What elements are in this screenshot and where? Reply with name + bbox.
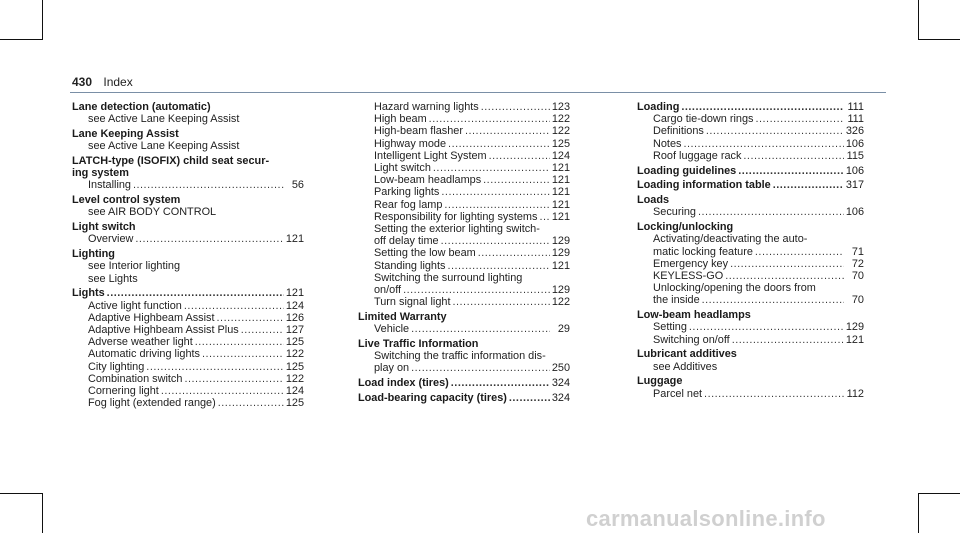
- page-ref[interactable]: 121: [551, 198, 570, 211]
- entry-text: play on: [374, 362, 410, 375]
- entry-text: the inside: [653, 294, 700, 307]
- header-rule: [70, 92, 886, 93]
- index-subentry[interactable]: [72, 361, 304, 373]
- index-subentry[interactable]: [358, 323, 570, 335]
- leader-dots: [411, 323, 550, 335]
- index-heading: [72, 128, 304, 140]
- entry-text: Parcel net: [653, 387, 703, 400]
- entry-text: see Active Lane Keeping Assist: [88, 113, 240, 126]
- entry-text: matic locking feature: [653, 245, 753, 258]
- page-ref[interactable]: 122: [551, 125, 570, 138]
- entry-text: Light switch: [72, 221, 136, 234]
- page-ref[interactable]: 121: [845, 333, 864, 346]
- crop-mark: [42, 0, 43, 40]
- leader-dots: [133, 179, 284, 191]
- index-subentry[interactable]: [358, 138, 570, 150]
- page-ref[interactable]: 324: [551, 377, 570, 390]
- entry-text: Cargo tie-down rings: [653, 113, 754, 126]
- page-ref[interactable]: 123: [551, 101, 570, 113]
- index-heading[interactable]: [637, 101, 864, 113]
- index-heading: [637, 221, 864, 233]
- index-subentry[interactable]: [358, 260, 570, 272]
- page-ref[interactable]: 250: [551, 362, 570, 375]
- index-heading: [637, 194, 864, 206]
- index-entry: [72, 221, 304, 245]
- page-ref[interactable]: 121: [551, 186, 570, 199]
- index-entry: [72, 155, 304, 192]
- entry-text: Securing: [653, 206, 696, 219]
- leader-dots: [107, 287, 284, 299]
- leader-dots: [478, 247, 550, 259]
- page-ref[interactable]: 129: [551, 235, 570, 248]
- index-heading: [72, 101, 304, 113]
- entry-text: Roof luggage rack: [653, 149, 742, 162]
- index-subentry: [637, 361, 864, 373]
- index-subentry[interactable]: [72, 373, 304, 385]
- index-subentry[interactable]: [637, 150, 864, 162]
- page-ref[interactable]: 106: [845, 164, 864, 177]
- index-subentry: [637, 233, 864, 245]
- index-subentry[interactable]: [637, 125, 864, 137]
- entry-text: Switching on/off: [653, 333, 730, 346]
- page-ref[interactable]: 115: [846, 149, 864, 162]
- entry-text: Lights: [72, 287, 105, 300]
- page-ref[interactable]: 126: [285, 311, 304, 324]
- entry-text: Adaptive Highbeam Assist: [88, 311, 215, 324]
- page-ref[interactable]: 129: [845, 321, 864, 334]
- index-heading[interactable]: [358, 377, 570, 389]
- leader-dots: [202, 348, 284, 360]
- leader-dots: [681, 101, 844, 113]
- entry-text: Active light function: [88, 299, 182, 312]
- index-heading: [637, 348, 864, 360]
- page-ref[interactable]: 124: [285, 385, 304, 398]
- entry-text: Installing: [88, 179, 131, 192]
- index-subentry[interactable]: [358, 296, 570, 308]
- index-subentry: [72, 113, 304, 125]
- leader-dots: [217, 312, 284, 324]
- index-heading: [358, 311, 570, 323]
- leader-dots: [702, 294, 844, 306]
- entry-text: City lighting: [88, 360, 145, 373]
- leader-dots: [184, 373, 283, 385]
- entry-text: Setting the low beam: [374, 247, 476, 260]
- entry-text: Locking/unlocking: [637, 221, 734, 234]
- entry-text: Highway mode: [374, 137, 447, 150]
- index-entry: [72, 194, 304, 218]
- index-subentry: [358, 272, 570, 284]
- entry-text: Adverse weather light: [88, 336, 193, 349]
- index-subentry[interactable]: [637, 206, 864, 218]
- index-entry: [358, 311, 570, 335]
- page-ref[interactable]: 70: [851, 294, 864, 307]
- entry-text: Limited Warranty: [358, 311, 447, 324]
- leader-dots: [704, 388, 844, 400]
- page-ref[interactable]: 326: [845, 125, 864, 138]
- index-subentry[interactable]: [358, 113, 570, 125]
- page-ref[interactable]: 71: [851, 245, 864, 258]
- entry-text: Notes: [653, 137, 682, 150]
- entry-text: Lane Keeping Assist: [72, 128, 179, 140]
- leader-dots: [218, 397, 284, 409]
- index-entry: [72, 287, 304, 409]
- section-title: Index: [103, 75, 133, 89]
- index-entry: [358, 392, 570, 404]
- page-ref[interactable]: 125: [551, 137, 570, 150]
- leader-dots: [706, 125, 844, 137]
- page-ref[interactable]: 122: [551, 296, 570, 309]
- entry-text: Loading guidelines: [637, 164, 737, 177]
- entry-text: Hazard warning lights: [374, 101, 479, 113]
- leader-dots: [743, 150, 844, 162]
- index-heading: [637, 309, 864, 321]
- index-subentry[interactable]: [358, 125, 570, 137]
- crop-mark: [42, 493, 43, 533]
- crop-mark: [0, 39, 42, 40]
- page-ref[interactable]: 324: [551, 392, 570, 405]
- entry-text: High-beam flasher: [374, 125, 463, 138]
- page-ref[interactable]: 317: [845, 179, 864, 192]
- page-ref[interactable]: 122: [285, 372, 304, 385]
- entry-text: ing system: [72, 167, 129, 180]
- index-entry: [637, 375, 864, 399]
- index-entry: [637, 194, 864, 218]
- page-ref[interactable]: 121: [285, 287, 304, 300]
- leader-dots: [184, 300, 284, 312]
- page-ref[interactable]: 29: [557, 323, 570, 336]
- page-ref[interactable]: 129: [551, 247, 570, 260]
- index-subentry[interactable]: [72, 312, 304, 324]
- entry-text: Setting: [653, 321, 687, 334]
- index-subentry: [358, 350, 570, 362]
- index-subentry[interactable]: [637, 388, 864, 400]
- page-ref[interactable]: 125: [285, 360, 304, 373]
- index-subentry[interactable]: [358, 247, 570, 259]
- crop-mark: [918, 493, 919, 533]
- leader-dots: [411, 362, 550, 374]
- page-ref[interactable]: 121: [285, 233, 304, 246]
- index-subentry[interactable]: [358, 174, 570, 186]
- entry-text: High beam: [374, 113, 427, 126]
- entry-text: Parking lights: [374, 186, 440, 199]
- page-ref[interactable]: 125: [285, 397, 304, 410]
- entry-text: Loading: [637, 101, 680, 113]
- index-subentry[interactable]: [358, 101, 570, 113]
- index-subentry[interactable]: [637, 113, 864, 125]
- entry-text: Automatic driving lights: [88, 348, 200, 361]
- entry-text: Rear fog lamp: [374, 198, 443, 211]
- index-entry: [358, 101, 570, 308]
- leader-dots: [135, 233, 283, 245]
- entry-text: Turn signal light: [374, 296, 451, 309]
- index-heading[interactable]: [637, 179, 864, 191]
- entry-text: Switching the surround lighting: [374, 271, 523, 284]
- index-entry: [72, 101, 304, 125]
- leader-dots: [433, 162, 550, 174]
- crop-mark: [0, 493, 42, 494]
- watermark: carmanualsonline.info: [586, 506, 826, 531]
- index-heading: [637, 375, 864, 387]
- entry-text: Lubricant additives: [637, 348, 737, 361]
- page-ref[interactable]: 121: [551, 210, 570, 223]
- entry-text: LATCH-type (ISOFIX) child seat secur-: [72, 155, 270, 167]
- leader-dots: [755, 113, 844, 125]
- page-number: 430: [72, 75, 93, 89]
- entry-text: Load index (tires): [358, 377, 449, 390]
- index-subentry[interactable]: [637, 138, 864, 150]
- index-column-1: [72, 101, 304, 412]
- leader-dots: [146, 361, 284, 373]
- index-entry: [358, 377, 570, 389]
- index-entry: [637, 309, 864, 346]
- index-subentry: [72, 260, 304, 272]
- leader-dots: [448, 138, 550, 150]
- index-subentry[interactable]: [637, 334, 864, 346]
- index-subentry: [72, 140, 304, 152]
- leader-dots: [539, 211, 549, 223]
- leader-dots: [444, 199, 549, 211]
- index-heading: [72, 248, 304, 260]
- entry-text: see Active Lane Keeping Assist: [88, 140, 240, 153]
- index-subentry[interactable]: [637, 246, 864, 258]
- entry-text: Vehicle: [374, 323, 410, 336]
- index-entry: [358, 338, 570, 375]
- index-subentry[interactable]: [358, 162, 570, 174]
- entry-text: Level control system: [72, 194, 181, 207]
- leader-dots: [403, 284, 550, 296]
- entry-text: Loads: [637, 194, 670, 207]
- page-ref[interactable]: 122: [285, 348, 304, 361]
- index-heading: [72, 167, 304, 179]
- page-ref[interactable]: 124: [285, 299, 304, 312]
- index-subentry[interactable]: [358, 211, 570, 223]
- page-ref[interactable]: 122: [551, 113, 570, 126]
- entry-text: Lane detection (automatic): [72, 101, 211, 113]
- entry-text: Low-beam headlamps: [374, 174, 482, 187]
- index-entry: [637, 221, 864, 306]
- page-ref[interactable]: 72: [851, 257, 864, 270]
- entry-text: see AIR BODY CONTROL: [88, 206, 217, 219]
- entry-text: Loading information table: [637, 179, 771, 192]
- page-ref[interactable]: 70: [851, 270, 864, 283]
- index-subentry[interactable]: [72, 397, 304, 409]
- index-subentry[interactable]: [358, 284, 570, 296]
- leader-dots: [441, 235, 550, 247]
- page-ref[interactable]: 124: [551, 149, 570, 162]
- index-subentry[interactable]: [72, 385, 304, 397]
- page-ref[interactable]: 106: [845, 137, 864, 150]
- leader-dots: [732, 334, 844, 346]
- page-ref[interactable]: 121: [551, 174, 570, 187]
- entry-text: Load-bearing capacity (tires): [358, 392, 507, 405]
- leader-dots: [683, 138, 843, 150]
- page-ref[interactable]: 125: [285, 336, 304, 349]
- page-header: [72, 75, 133, 89]
- index-subentry[interactable]: [358, 235, 570, 247]
- entry-text: Live Traffic Information: [358, 338, 479, 351]
- leader-dots: [755, 246, 844, 258]
- index-subentry[interactable]: [72, 336, 304, 348]
- entry-text: Lighting: [72, 248, 115, 261]
- entry-text: Light switch: [374, 162, 431, 175]
- index-heading[interactable]: [72, 287, 304, 299]
- leader-dots: [725, 270, 844, 282]
- page-ref[interactable]: 121: [551, 162, 570, 175]
- leader-dots: [441, 186, 549, 198]
- entry-text: Standing lights: [374, 259, 446, 272]
- leader-dots: [451, 377, 550, 389]
- leader-dots: [429, 113, 550, 125]
- index-heading: [72, 194, 304, 206]
- entry-text: Responsibility for lighting systems: [374, 210, 538, 223]
- entry-text: Fog light (extended range): [88, 397, 216, 410]
- entry-text: Activating/deactivating the auto-: [653, 233, 808, 246]
- leader-dots: [483, 174, 550, 186]
- leader-dots: [195, 336, 284, 348]
- entry-text: Overview: [88, 233, 134, 246]
- leader-dots: [489, 150, 550, 162]
- index-subentry[interactable]: [72, 179, 304, 191]
- index-subentry: [72, 206, 304, 218]
- entry-text: Combination switch: [88, 372, 183, 385]
- index-subentry[interactable]: [72, 233, 304, 245]
- crop-mark: [918, 39, 960, 40]
- leader-dots: [161, 385, 284, 397]
- entry-text: Luggage: [637, 375, 683, 388]
- entry-text: see Lights: [88, 272, 138, 285]
- index-subentry[interactable]: [358, 186, 570, 198]
- index-subentry: [72, 273, 304, 285]
- entry-text: Low-beam headlamps: [637, 309, 751, 322]
- leader-dots: [698, 206, 844, 218]
- page-ref[interactable]: 121: [551, 259, 570, 272]
- entry-text: off delay time: [374, 235, 439, 248]
- crop-mark: [918, 0, 919, 40]
- page-ref[interactable]: 56: [291, 179, 304, 192]
- index-subentry[interactable]: [358, 362, 570, 374]
- index-column-3: [637, 101, 864, 402]
- leader-dots: [730, 258, 844, 270]
- page-ref[interactable]: 111: [847, 113, 864, 126]
- index-heading: [72, 221, 304, 233]
- entry-text: Adaptive Highbeam Assist Plus: [88, 324, 239, 337]
- index-heading: [72, 155, 304, 167]
- index-subentry[interactable]: [358, 199, 570, 211]
- entry-text: Switching the traffic information dis-: [374, 350, 546, 363]
- index-subentry[interactable]: [72, 348, 304, 360]
- leader-dots: [689, 321, 844, 333]
- index-subentry[interactable]: [637, 258, 864, 270]
- leader-dots: [241, 324, 284, 336]
- page-ref[interactable]: 111: [847, 101, 864, 113]
- entry-text: Intelligent Light System: [374, 149, 487, 162]
- index-subentry[interactable]: [72, 300, 304, 312]
- entry-text: see Interior lighting: [88, 260, 181, 273]
- index-entry: [637, 179, 864, 191]
- leader-dots: [773, 179, 844, 191]
- entry-text: Setting the exterior lighting switch-: [374, 223, 540, 236]
- entry-text: see Additives: [653, 360, 718, 373]
- entry-text: KEYLESS-GO: [653, 270, 724, 283]
- entry-text: Definitions: [653, 125, 704, 138]
- leader-dots: [465, 125, 550, 137]
- entry-text: Unlocking/opening the doors from: [653, 282, 816, 295]
- index-subentry: [358, 223, 570, 235]
- page-ref[interactable]: 129: [551, 284, 570, 297]
- index-entry: [637, 101, 864, 162]
- index-subentry[interactable]: [358, 150, 570, 162]
- index-subentry[interactable]: [637, 321, 864, 333]
- index-subentry[interactable]: [637, 270, 864, 282]
- index-heading[interactable]: [358, 392, 570, 404]
- index-heading[interactable]: [637, 165, 864, 177]
- index-entry: [637, 348, 864, 372]
- leader-dots: [509, 392, 550, 404]
- page-ref[interactable]: 127: [285, 324, 304, 337]
- page-ref[interactable]: 106: [845, 206, 864, 219]
- leader-dots: [481, 101, 550, 113]
- index-heading: [358, 338, 570, 350]
- index-subentry[interactable]: [72, 324, 304, 336]
- entry-text: Cornering light: [88, 385, 159, 398]
- crop-mark: [918, 493, 960, 494]
- index-entry: [72, 128, 304, 152]
- leader-dots: [452, 296, 549, 308]
- index-subentry: [637, 282, 864, 294]
- leader-dots: [447, 260, 549, 272]
- entry-text: Emergency key: [653, 257, 729, 270]
- index-entry: [72, 248, 304, 285]
- leader-dots: [738, 165, 844, 177]
- index-subentry[interactable]: [637, 294, 864, 306]
- page-ref[interactable]: 112: [846, 387, 864, 400]
- index-column-2: [358, 101, 570, 407]
- entry-text: on/off: [374, 284, 402, 297]
- index-entry: [637, 165, 864, 177]
